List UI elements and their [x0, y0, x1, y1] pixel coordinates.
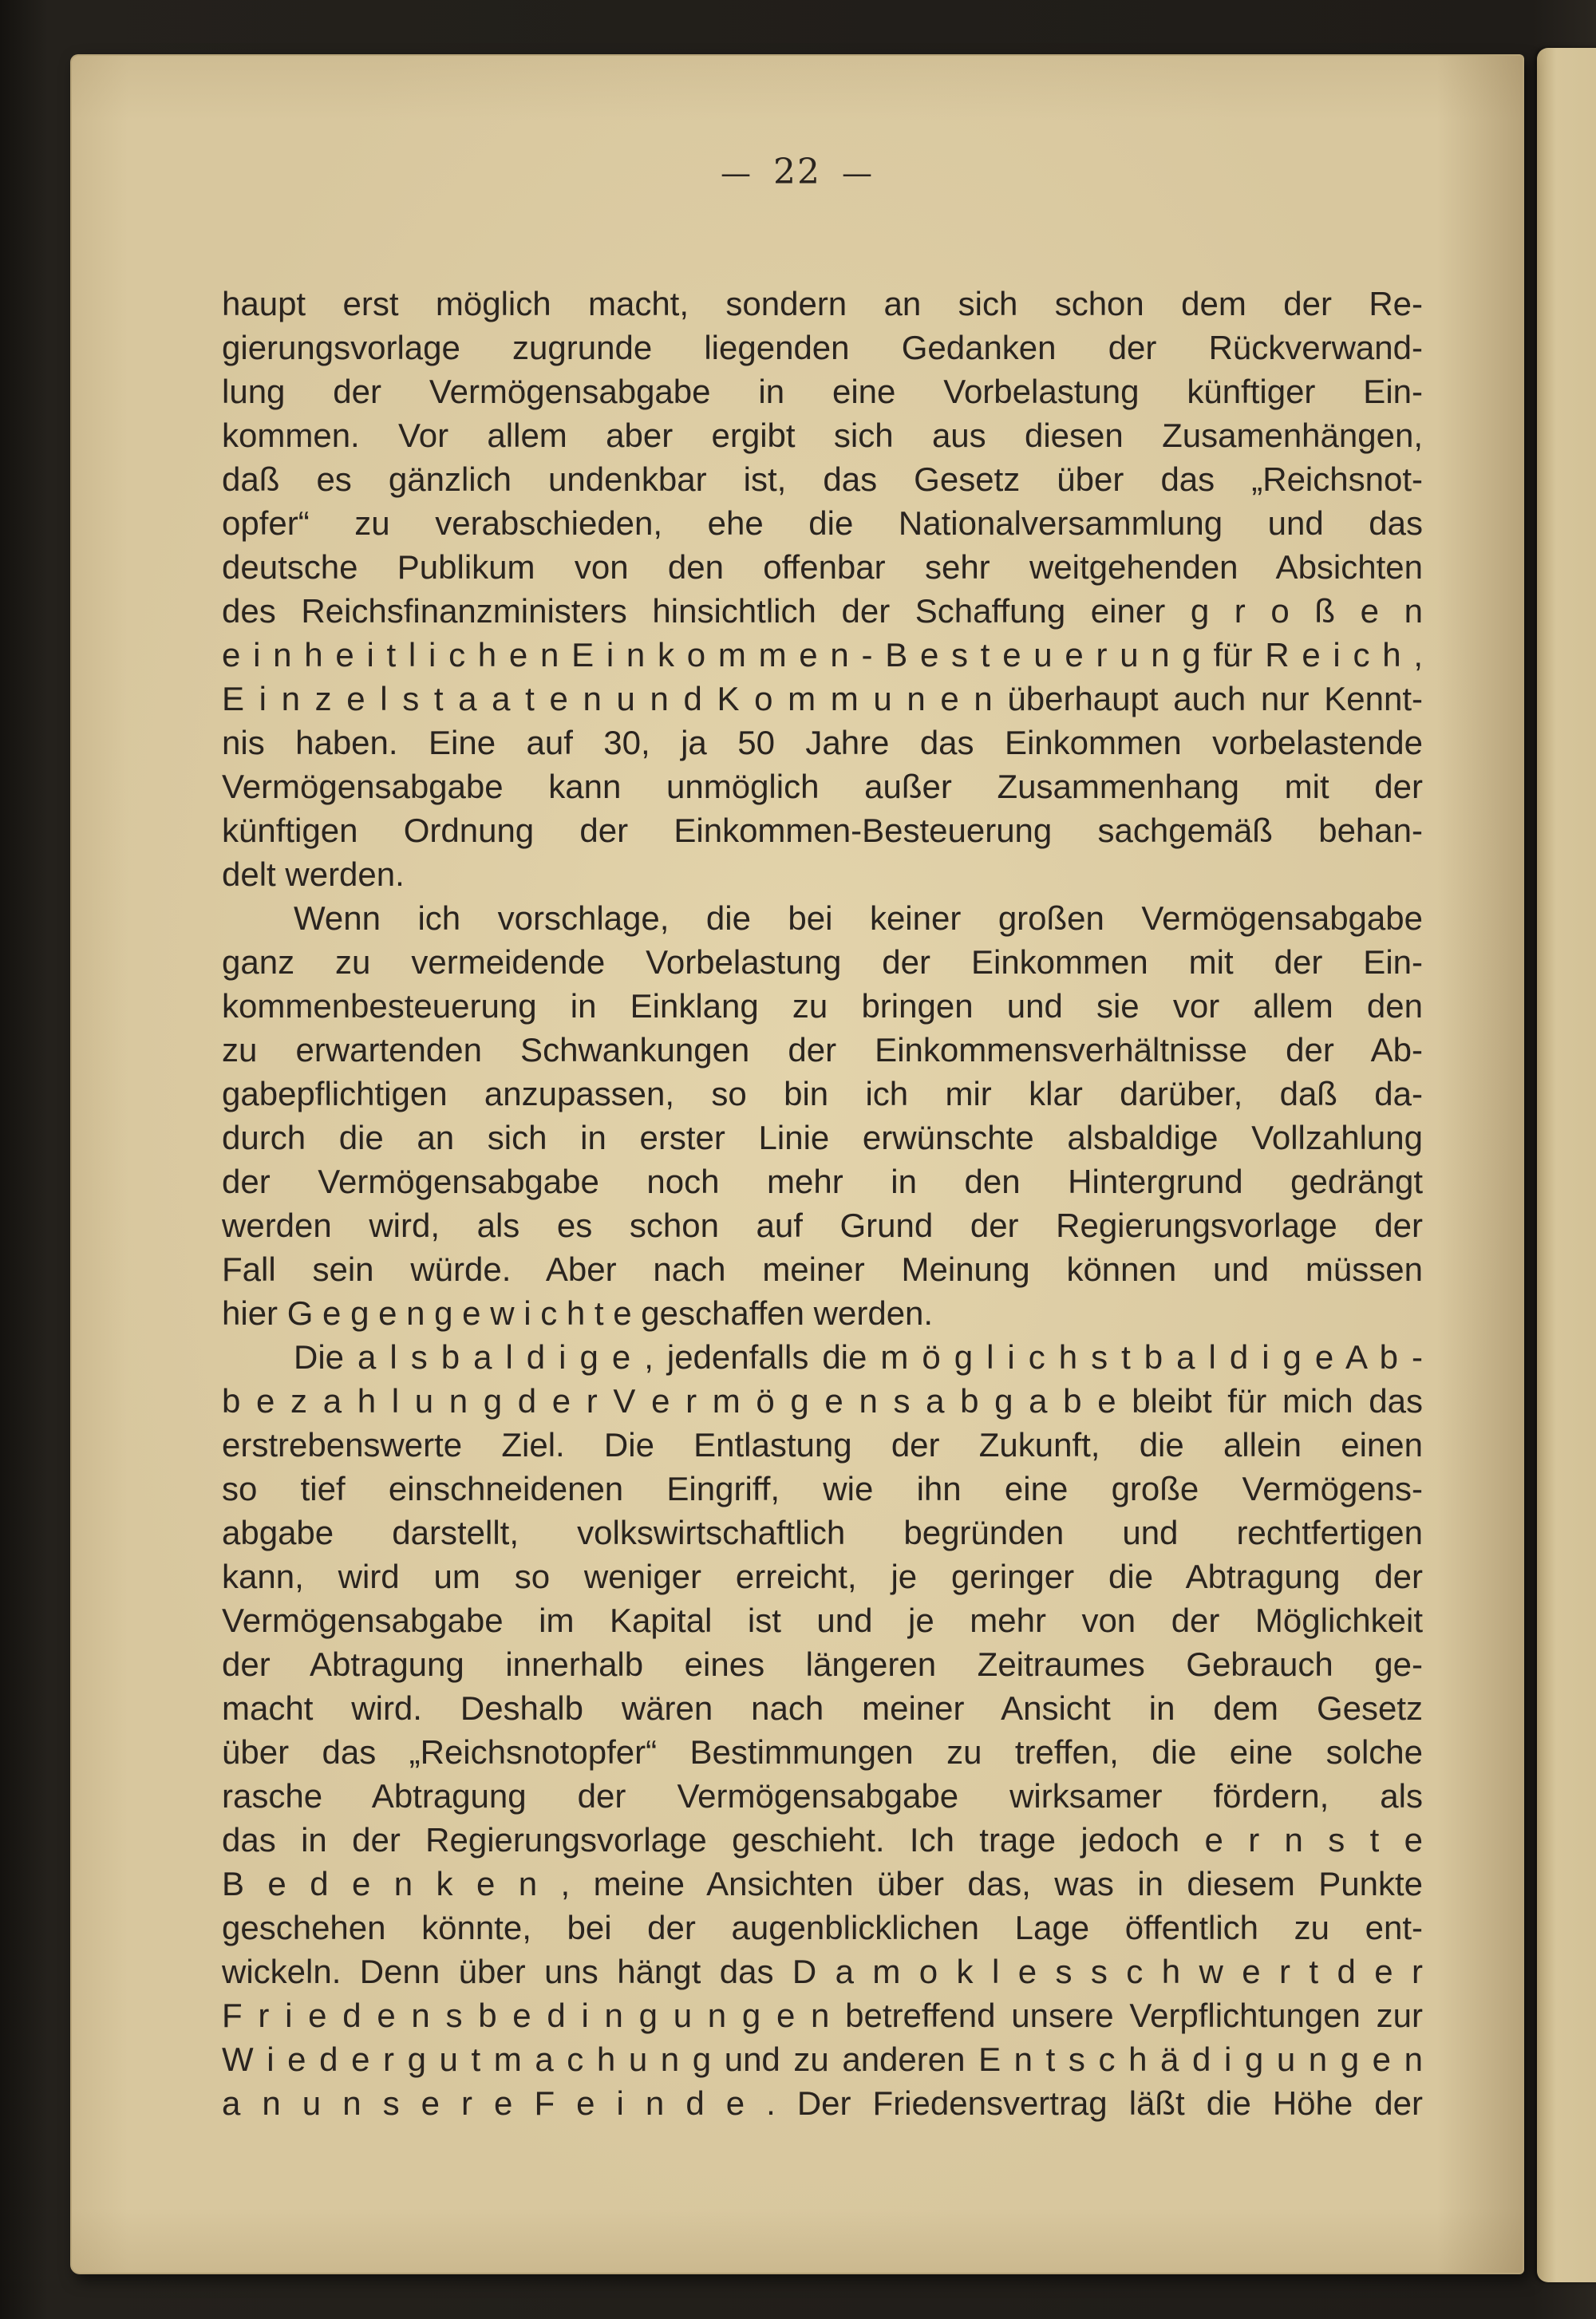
dash-left: —: [721, 156, 753, 191]
text-line: erstrebenswerte Ziel. Die Entlastung der Zukunft, die allein einen: [222, 1426, 1423, 1464]
text-line: kann, wird um so weniger erreicht, je geringer die Abtragung der: [222, 1558, 1423, 1595]
text-line: abgabe darstellt, volkswirtschaftlich begründen und rechtfertigen: [222, 1514, 1423, 1551]
text-line: so tief einschneidenen Eingriff, wie ihn eine große Vermögens-: [222, 1470, 1423, 1507]
book-page: [70, 54, 1524, 2274]
text-line: B e d e n k e n , meine Ansichten über das, was in diesem Punkte: [222, 1865, 1423, 1902]
text-line: e i n h e i t l i c h e n E i n k o m m e n - B e s t e u e r u n g für R e i c h ,: [222, 636, 1423, 674]
text-line: künftigen Ordnung der Einkommen-Besteuerung sachgemäß behan-: [222, 812, 1423, 849]
text-line: wickeln. Denn über uns hängt das D a m o k l e s s c h w e r t d e r: [222, 1953, 1423, 1990]
text-line: geschehen könnte, bei der augenblicklichen Lage öffentlich zu ent-: [222, 1909, 1423, 1946]
text-line: des Reichsfinanzministers hinsichtlich der Schaffung einer g r o ß e n: [222, 592, 1423, 630]
text-line: a n u n s e r e F e i n d e . Der Friedensvertrag läßt die Höhe der: [222, 2084, 1423, 2122]
text-line: ganz zu vermeidende Vorbelastung der Einkommen mit der Ein-: [222, 943, 1423, 981]
adjacent-page-edge: [1537, 48, 1596, 2282]
text-line: gierungsvorlage zugrunde liegenden Gedanken der Rückverwand-: [222, 329, 1423, 366]
text-line: macht wird. Deshalb wären nach meiner Ansicht in dem Gesetz: [222, 1689, 1423, 1727]
page-number: 22: [773, 152, 821, 192]
text-line: der Vermögensabgabe noch mehr in den Hintergrund gedrängt: [222, 1163, 1423, 1200]
text-line: haupt erst möglich macht, sondern an sich schon dem der Re-: [222, 285, 1423, 322]
text-line: Fall sein würde. Aber nach meiner Meinung können und müssen: [222, 1250, 1423, 1288]
text-line: Vermögensabgabe im Kapital ist und je mehr von der Möglichkeit: [222, 1602, 1423, 1639]
text-line: W i e d e r g u t m a c h u n g und zu anderen E n t s c h ä d i g u n g e n: [222, 2040, 1423, 2078]
text-line: Vermögensabgabe kann unmöglich außer Zusammenhang mit der: [222, 768, 1423, 805]
text-line: E i n z e l s t a a t e n u n d K o m m u n e n überhaupt auch nur Kennt-: [222, 680, 1423, 717]
body-text: [222, 282, 1423, 2125]
text-line: kommen. Vor allem aber ergibt sich aus diesen Zusamenhängen,: [222, 417, 1423, 454]
text-line: daß es gänzlich undenkbar ist, das Gesetz über das „Reichsnot-: [222, 460, 1423, 498]
text-line: der Abtragung innerhalb eines längeren Zeitraumes Gebrauch ge-: [222, 1645, 1423, 1683]
dash-right: —: [842, 156, 874, 191]
text-line: Wenn ich vorschlage, die bei keiner großen Vermögensabgabe: [294, 899, 1423, 937]
text-line: delt werden.: [222, 855, 405, 893]
text-line: Die a l s b a l d i g e , jedenfalls die m ö g l i c h s t b a l d i g e A b -: [294, 1338, 1423, 1376]
text-line: opfer“ zu verabschieden, ehe die Nationalversammlung und das: [222, 504, 1423, 542]
text-line: kommenbesteuerung in Einklang zu bringen und sie vor allem den: [222, 987, 1423, 1025]
text-line: F r i e d e n s b e d i n g u n g e n betreffend unsere Verpflichtungen zur: [222, 1997, 1423, 2034]
text-line: hier G e g e n g e w i c h t e geschaffen werden.: [222, 1294, 934, 1332]
text-line: werden wird, als es schon auf Grund der Regierungsvorlage der: [222, 1207, 1423, 1244]
text-line: rasche Abtragung der Vermögensabgabe wirksamer fördern, als: [222, 1777, 1423, 1815]
text-line: nis haben. Eine auf 30, ja 50 Jahre das Einkommen vorbelastende: [222, 724, 1423, 761]
text-line: über das „Reichsnotopfer“ Bestimmungen zu treffen, die eine solche: [222, 1733, 1423, 1771]
text-line: das in der Regierungsvorlage geschieht. Ich trage jedoch e r n s t e: [222, 1821, 1423, 1859]
page-number-header: [70, 152, 1524, 192]
text-line: zu erwartenden Schwankungen der Einkommensverhältnisse der Ab-: [222, 1031, 1423, 1069]
text-line: deutsche Publikum von den offenbar sehr weitgehenden Absichten: [222, 548, 1423, 586]
text-line: gabepflichtigen anzupassen, so bin ich mir klar darüber, daß da-: [222, 1075, 1423, 1112]
text-line: lung der Vermögensabgabe in eine Vorbelastung künftiger Ein-: [222, 373, 1423, 410]
text-line: durch die an sich in erster Linie erwünschte alsbaldige Vollzahlung: [222, 1119, 1423, 1156]
text-line: b e z a h l u n g d e r V e r m ö g e n s a b g a b e bleibt für mich das: [222, 1382, 1423, 1420]
